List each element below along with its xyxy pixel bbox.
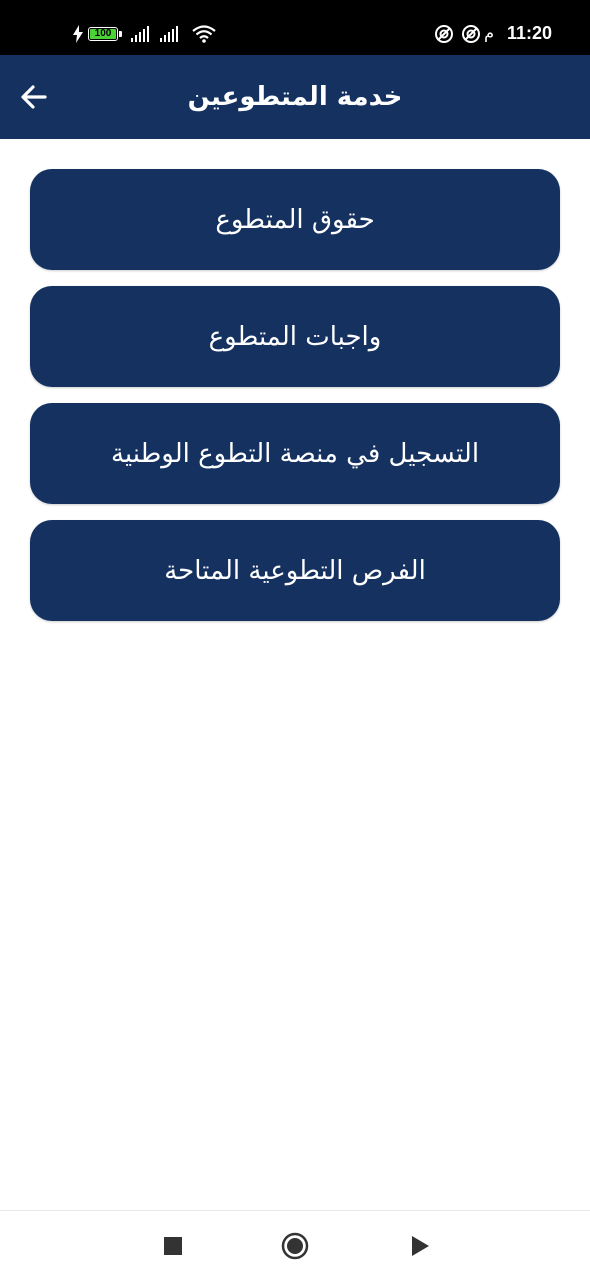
volunteer-duties-button[interactable] bbox=[30, 286, 560, 387]
battery-cap bbox=[119, 31, 122, 37]
page-title: خدمة المتطوعين bbox=[187, 82, 403, 112]
stop-square-icon[interactable] bbox=[158, 1231, 188, 1261]
signal-icon bbox=[131, 26, 153, 42]
menu-button-label: التسجيل في منصة التطوع الوطنية bbox=[110, 438, 480, 469]
signal-icon bbox=[160, 26, 182, 42]
available-opportunities-button[interactable] bbox=[30, 520, 560, 621]
system-nav-bar bbox=[0, 1210, 590, 1281]
menu-button-label: واجبات المتطوع bbox=[208, 321, 382, 352]
notification-icon bbox=[434, 24, 454, 44]
battery-level: 100 bbox=[94, 28, 112, 39]
wifi-icon bbox=[192, 25, 216, 43]
status-ampm: م bbox=[484, 23, 494, 42]
notification-icon bbox=[461, 24, 481, 44]
app-header bbox=[0, 55, 590, 139]
charging-icon bbox=[72, 25, 84, 43]
menu-button-label: الفرص التطوعية المتاحة bbox=[164, 555, 426, 586]
national-platform-registration-button[interactable] bbox=[30, 403, 560, 504]
arrow-left-icon bbox=[20, 83, 48, 111]
menu-list bbox=[30, 169, 560, 637]
status-bar bbox=[0, 0, 590, 55]
back-button[interactable] bbox=[14, 77, 54, 117]
battery-icon bbox=[88, 27, 118, 41]
volunteer-rights-button[interactable] bbox=[30, 169, 560, 270]
status-time: 11:20 bbox=[506, 23, 552, 43]
back-triangle-icon[interactable] bbox=[404, 1231, 434, 1261]
home-circle-icon[interactable] bbox=[280, 1231, 310, 1261]
menu-button-label: حقوق المتطوع bbox=[215, 204, 375, 235]
